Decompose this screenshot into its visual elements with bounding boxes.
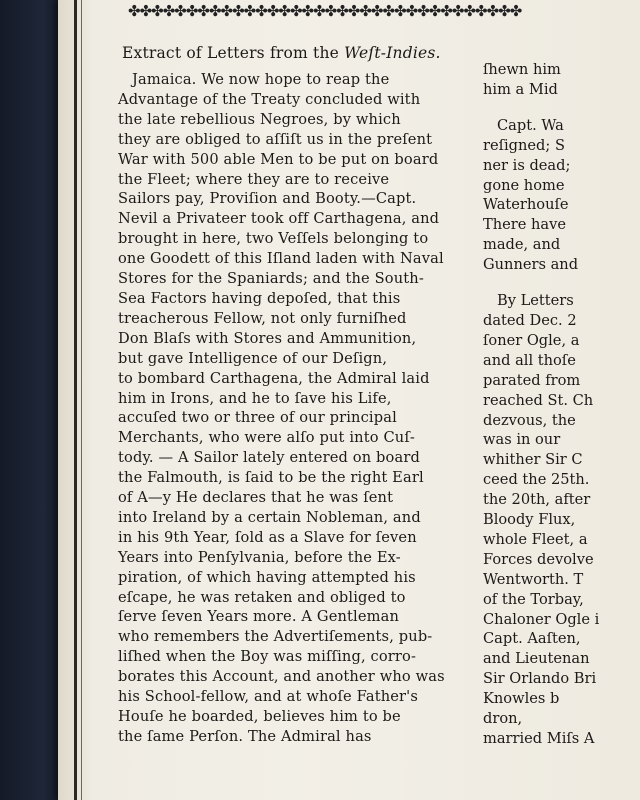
right-column-line: ſoner Ogle, a	[483, 331, 580, 349]
article-line: liſhed when the Boy was miſſing, corro-	[118, 648, 417, 666]
right-column-line: Capt. Aaſten,	[483, 630, 581, 648]
article-line: Nevil a Privateer took off Carthagena, and	[118, 210, 440, 228]
article-line: into Ireland by a certain Nobleman, and	[118, 508, 421, 526]
paragraph-gap	[483, 275, 603, 291]
article-line: Jamaica. We now hope to reap the	[132, 71, 390, 88]
article-line: eſcape, he was retaken and obliged to	[118, 588, 406, 606]
article-line: one Goodett of this Iſland laden with Naval	[118, 250, 444, 268]
right-column-line: made, and	[483, 236, 561, 254]
article-line: his School-fellow, and at whoſe Father's	[118, 688, 418, 706]
right-column-line: reached St. Ch	[483, 391, 594, 409]
article-line: Sailors pay, Proviſion and Booty.—Capt.	[118, 190, 417, 208]
right-column-line: Sir Orlando Bri	[483, 670, 597, 688]
header-ornament-border: ✤✤✤✤✤✤✤✤✤✤✤✤✤✤✤✤✤✤✤✤✤✤✤✤✤✤✤✤✤✤✤✤✤✤	[128, 2, 522, 20]
article-line: Merchants, who were alſo put into Cuſ-	[118, 429, 415, 447]
right-column-line: whither Sir C	[483, 451, 583, 469]
right-column-line: him a Mid	[483, 80, 558, 98]
right-column-line: Gunners and	[483, 256, 579, 274]
paragraph-gap	[483, 100, 603, 116]
article-line: the Falmouth, is ſaid to be the right Earl	[118, 469, 424, 487]
right-column-line: dron,	[483, 710, 523, 728]
right-column-fragment	[483, 60, 603, 749]
article-line: of A—y He declares that he was ſent	[118, 489, 394, 507]
right-column-line: the 20th, after	[483, 491, 591, 509]
article-line: in his 9th Year, ſold as a Slave for ſeven	[118, 528, 417, 546]
right-column-line: There have	[483, 216, 567, 234]
article-line: Houſe he boarded, believes him to be	[118, 708, 401, 725]
right-column-line: gone home	[483, 176, 565, 194]
article-title-italic: Weſt-Indies.	[344, 44, 441, 62]
right-column-line: and Lieutenan	[483, 650, 590, 668]
article-line: who remembers the Advertiſements, pub-	[118, 628, 433, 646]
right-column-line: Bloody Flux,	[483, 511, 576, 529]
article-line: tody. — A Sailor lately entered on board	[118, 449, 420, 467]
article-line: the late rebellious Negroes, by which	[118, 110, 401, 128]
article-line: ſerve ſeven Years more. A Gentleman	[118, 608, 400, 626]
right-column-line: ner is dead;	[483, 156, 571, 174]
article-line: but gave Intelligence of our Deſign,	[118, 349, 388, 367]
article-body	[118, 70, 463, 747]
right-column-line: Forces devolve	[483, 550, 594, 568]
background-backdrop	[0, 0, 62, 800]
article-line: piration, of which having attempted his	[118, 568, 416, 586]
article-title-plain: Extract of Letters from the	[122, 44, 345, 62]
article-line: they are obliged to aſſiſt us in the preſent	[118, 130, 433, 148]
right-column-line: dezvous, the	[483, 411, 576, 429]
article-line: Don Blaſs with Stores and Ammunition,	[118, 329, 417, 347]
right-column-line: and all thoſe	[483, 351, 576, 369]
right-column-line: dated Dec. 2	[483, 311, 577, 329]
right-column-line: Capt. Wa	[497, 116, 564, 134]
right-column-line: married Miſs A	[483, 730, 595, 747]
article-line: borates this Account, and another who was	[118, 668, 445, 686]
article-line: War with 500 able Men to be put on board	[118, 150, 439, 168]
right-column-line: whole Fleet, a	[483, 530, 588, 548]
right-column-line: Knowles b	[483, 690, 560, 708]
right-column-line: was in our	[483, 431, 561, 449]
article-line: the Fleet; where they are to receive	[118, 170, 390, 188]
article-line: brought in here, two Veſſels belonging to	[118, 230, 429, 248]
right-column-line: ſhewn him	[483, 61, 561, 78]
right-column-line: reſigned; S	[483, 136, 565, 154]
page-fold-shadow	[81, 0, 82, 800]
article-column	[118, 44, 463, 747]
article-line: him in Irons, and he to ſave his Life,	[118, 389, 392, 407]
right-column-line: parated from	[483, 371, 581, 389]
article-line: to bombard Carthagena, the Admiral laid	[118, 369, 430, 387]
right-column-line: ceed the 25th.	[483, 471, 590, 489]
article-title	[122, 44, 463, 62]
article-line: Stores for the Spaniards; and the South-	[118, 270, 424, 288]
article-line: the ſame Perſon. The Admiral has	[118, 727, 372, 745]
right-block-2	[483, 116, 603, 275]
right-column-line: Wentworth. T	[483, 570, 584, 588]
right-column-line: By Letters	[497, 292, 574, 310]
article-line: treacherous Fellow, not only furniſhed	[118, 309, 407, 327]
article-line: accuſed two or three of our principal	[118, 409, 397, 427]
right-column-line: Waterhouſe	[483, 196, 569, 214]
right-block-3	[483, 291, 603, 749]
right-column-line: Chaloner Ogle i	[483, 610, 600, 628]
right-block-1	[483, 60, 603, 100]
right-column-line: of the Torbay,	[483, 590, 584, 608]
page-fold-line	[74, 0, 77, 800]
article-line: Sea Factors having depoſed, that this	[118, 289, 401, 307]
article-line: Years into Penſylvania, before the Ex-	[118, 548, 401, 566]
article-line: Advantage of the Treaty concluded with	[118, 90, 421, 108]
